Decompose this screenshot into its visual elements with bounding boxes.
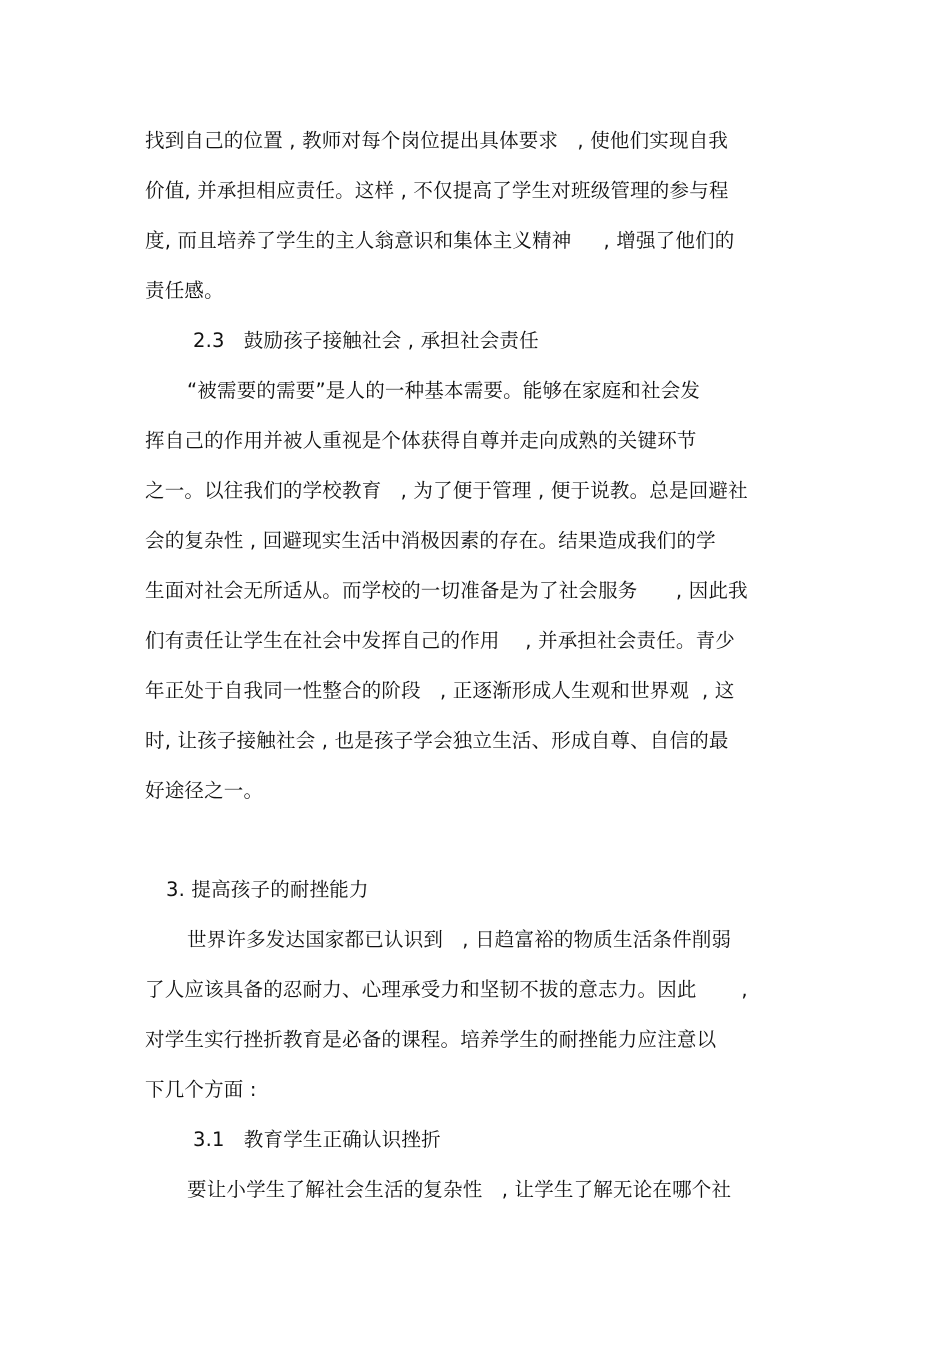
paragraph-line: “被需要的需要”是人的一种基本需要。能够在家庭和社会发 (187, 379, 701, 402)
paragraph-line: 之一。以往我们的学校教育 , 为了便于管理 , 便于说教。总是回避社 (145, 479, 748, 502)
paragraph-line: 年正处于自我同一性整合的阶段 , 正逐渐形成人生观和世界观 , 这 (145, 679, 735, 702)
paragraph-line: 好途径之一。 (145, 779, 264, 802)
paragraph-line: 对学生实行挫折教育是必备的课程。培养学生的耐挫能力应注意以 (145, 1028, 717, 1051)
paragraph-line: 要让小学生了解社会生活的复杂性 , 让学生了解无论在哪个社 (187, 1178, 732, 1201)
paragraph-line: 下几个方面 : (145, 1078, 257, 1101)
paragraph-line: 了人应该具备的忍耐力、心理承受力和坚韧不拔的意志力。因此 , (145, 978, 748, 1001)
paragraph-line: 度, 而且培养了学生的主人翁意识和集体主义精神 , 增强了他们的 (145, 229, 735, 252)
paragraph-line: 时, 让孩子接触社会 , 也是孩子学会独立生活、形成自尊、自信的最 (145, 729, 729, 752)
section-heading-2-3: 2.3 鼓励孩子接触社会 , 承担社会责任 (193, 329, 539, 352)
paragraph-line: 们有责任让学生在社会中发挥自己的作用 , 并承担社会责任。青少 (145, 629, 735, 652)
paragraph-line: 找到自己的位置 , 教师对每个岗位提出具体要求 , 使他们实现自我 (145, 129, 729, 152)
paragraph-line: 价值, 并承担相应责任。这样 , 不仅提高了学生对班级管理的参与程 (145, 179, 729, 202)
paragraph-line: 世界许多发达国家都已认识到 , 日趋富裕的物质生活条件削弱 (187, 928, 732, 951)
section-heading-3: 3. 提高孩子的耐挫能力 (166, 878, 369, 901)
paragraph-line: 挥自己的作用并被人重视是个体获得自尊并走向成熟的关键环节 (145, 429, 697, 452)
paragraph-line: 责任感。 (145, 279, 224, 302)
paragraph-line: 生面对社会无所适从。而学校的一切准备是为了社会服务 , 因此我 (145, 579, 748, 602)
section-heading-3-1: 3.1 教育学生正确认识挫折 (193, 1128, 441, 1151)
paragraph-line: 会的复杂性 , 回避现实生活中消极因素的存在。结果造成我们的学 (145, 529, 716, 552)
